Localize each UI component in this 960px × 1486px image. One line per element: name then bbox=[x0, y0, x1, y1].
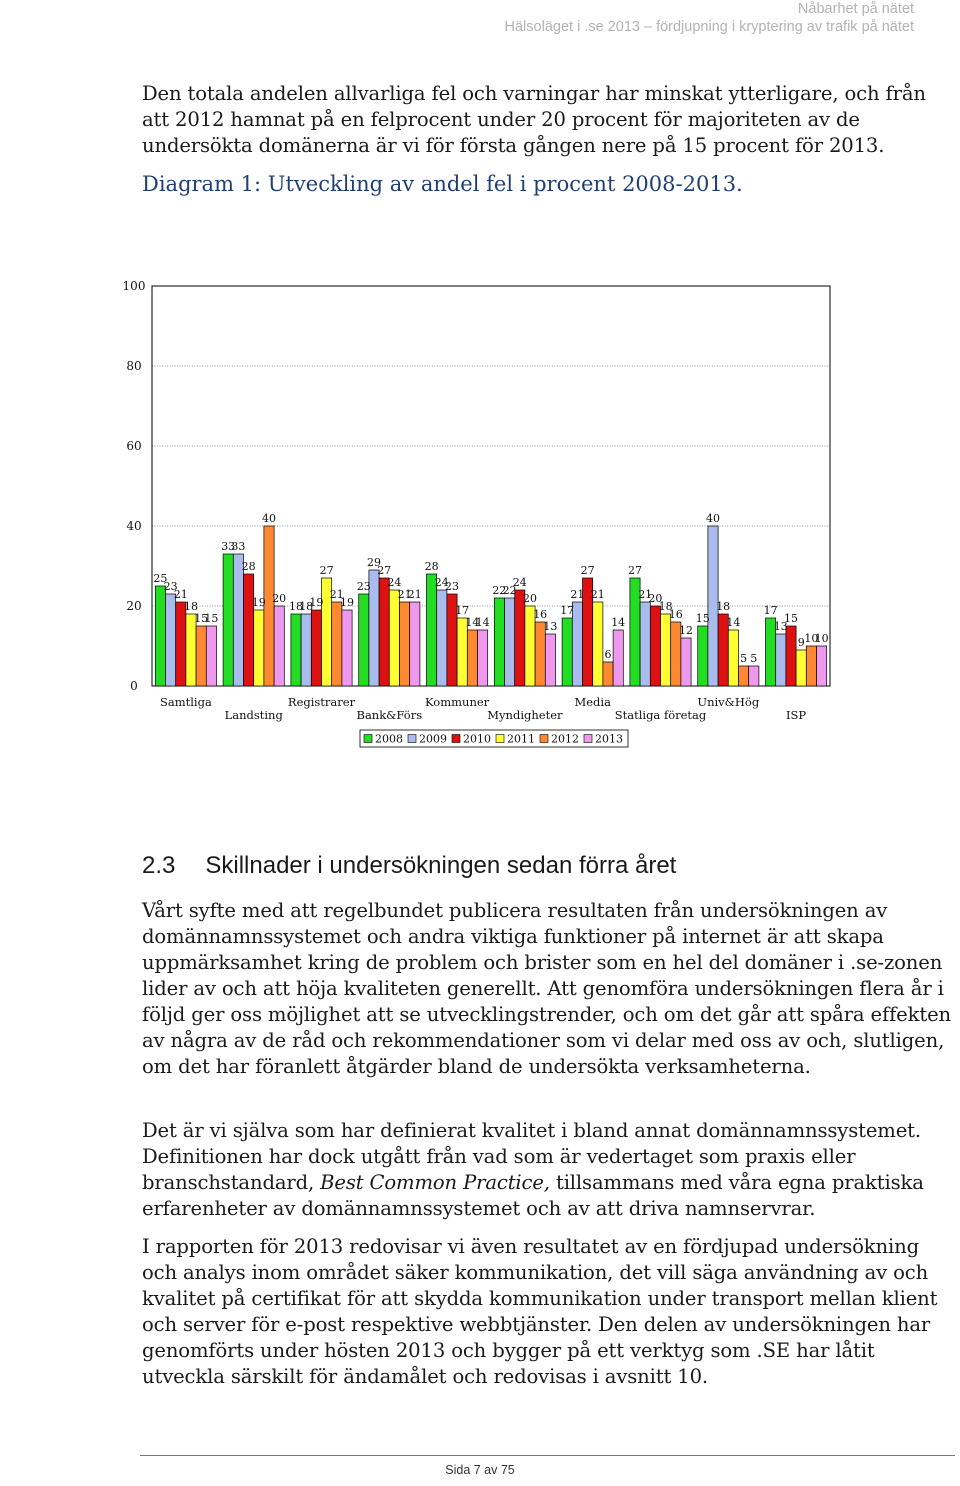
bar bbox=[359, 594, 369, 686]
bar-value-label: 9 bbox=[797, 636, 805, 649]
bar-value-label: 21 bbox=[638, 588, 653, 601]
legend-label: 2012 bbox=[551, 732, 579, 746]
legend-label: 2008 bbox=[375, 732, 403, 746]
bar bbox=[494, 598, 504, 686]
bar bbox=[223, 554, 233, 686]
x-category-label: Registrarer bbox=[287, 695, 356, 709]
bar bbox=[681, 638, 691, 686]
bar bbox=[467, 630, 477, 686]
x-category-label: Media bbox=[574, 695, 611, 709]
bar-value-label: 27 bbox=[580, 564, 595, 577]
bar-value-label: 21 bbox=[590, 588, 605, 601]
footer-divider bbox=[140, 1455, 955, 1456]
bar-value-label: 14 bbox=[726, 616, 741, 629]
bar-value-label: 18 bbox=[289, 600, 303, 613]
bar bbox=[155, 586, 165, 686]
bar-value-label: 13 bbox=[543, 620, 558, 633]
section-heading bbox=[142, 851, 676, 881]
bar-value-label: 27 bbox=[319, 564, 334, 577]
x-category-label: Samtliga bbox=[159, 695, 212, 709]
bar bbox=[640, 602, 650, 686]
bar-value-label: 5 bbox=[750, 652, 758, 665]
bar-value-label: 5 bbox=[740, 652, 748, 665]
bar-value-label: 23 bbox=[356, 580, 371, 593]
bar-value-label: 15 bbox=[695, 612, 710, 625]
bar-value-label: 24 bbox=[387, 576, 402, 589]
bar-value-label: 17 bbox=[560, 604, 575, 617]
bar bbox=[650, 606, 660, 686]
bar-value-label: 10 bbox=[814, 632, 829, 645]
legend-swatch bbox=[584, 735, 592, 743]
x-axis-category-labels bbox=[160, 695, 806, 722]
section-number: 2.3 bbox=[142, 852, 176, 879]
body-paragraph-3: I rapporten för 2013 redovisar vi även resultatet av en fördjupad undersökning och analys inom området säker kommunikation, det vill säga användning av och kvalitet på certifikat för att skydda kommunikation under transport mellan klient och server för e-post respektive webbtjänster. Den delen av undersökningen har genomförts under hösten 2013 och bygger på ett verktyg som .SE har låtit utveckla särskilt för ändamålet och redovisas i avsnitt 10. bbox=[142, 1235, 938, 1388]
legend-swatch bbox=[408, 735, 416, 743]
legend-label: 2011 bbox=[507, 732, 535, 746]
page-number: Sida 7 av 75 bbox=[445, 1463, 515, 1477]
bar-value-label: 28 bbox=[241, 560, 256, 573]
y-tick-label: 20 bbox=[126, 599, 142, 613]
legend-swatch bbox=[496, 735, 504, 743]
bar-value-label: 24 bbox=[434, 576, 449, 589]
legend-label: 2009 bbox=[419, 732, 447, 746]
bar-value-label: 19 bbox=[251, 596, 266, 609]
bar bbox=[776, 634, 786, 686]
legend-swatch bbox=[364, 735, 372, 743]
paragraph-2-emphasis: Best Common Practice, bbox=[320, 1171, 550, 1194]
bar bbox=[206, 626, 216, 686]
bar bbox=[796, 650, 806, 686]
legend-label: 2010 bbox=[463, 732, 491, 746]
bar-value-label: 19 bbox=[309, 596, 324, 609]
body-paragraph-1: Vårt syfte med att regelbundet publicera resultaten från undersökningen av domännamnssystemet och andra viktiga funktioner på internet är att skapa uppmärksamhet kring de problem och brister som en hel del domäner i .se-zonen lider av och att höja kvaliteten generellt. Att genomföra undersökningen flera år i följd ger oss möjlighet att se utvecklingstrender, och om det går att spåra effekten av några av de råd och rekommendationer som vi delar med oss av och, slutligen, om det har föranlett åtgärder bland de undersökta verksamheterna. bbox=[142, 899, 951, 1078]
bar bbox=[389, 590, 399, 686]
y-axis-ticks bbox=[123, 279, 146, 693]
bar-value-label: 23 bbox=[163, 580, 178, 593]
bar-value-label: 40 bbox=[262, 512, 276, 525]
bar bbox=[505, 598, 515, 686]
bar-value-label: 14 bbox=[475, 616, 490, 629]
bar-value-label: 16 bbox=[533, 608, 548, 621]
x-category-label: Landsting bbox=[224, 708, 283, 722]
header-document-series: Nåbarhet på nätet bbox=[797, 1, 914, 17]
bar-value-label: 15 bbox=[194, 612, 209, 625]
bar-value-label: 20 bbox=[648, 592, 663, 605]
bar bbox=[806, 646, 816, 686]
bar-value-label: 18 bbox=[184, 600, 198, 613]
bar-value-label: 21 bbox=[570, 588, 585, 601]
bar-value-label: 29 bbox=[367, 556, 381, 569]
bar-value-label: 33 bbox=[231, 540, 246, 553]
bar-value-label: 21 bbox=[397, 588, 412, 601]
y-tick-label: 60 bbox=[126, 439, 142, 453]
bar bbox=[244, 574, 254, 686]
bar bbox=[603, 662, 613, 686]
bar bbox=[410, 602, 420, 686]
bar bbox=[613, 630, 623, 686]
y-tick-label: 40 bbox=[126, 519, 142, 533]
bar bbox=[379, 578, 389, 686]
bar bbox=[437, 590, 447, 686]
bar bbox=[728, 630, 738, 686]
bar bbox=[196, 626, 206, 686]
bar-value-label: 21 bbox=[329, 588, 344, 601]
bar bbox=[301, 614, 311, 686]
bar-value-label: 18 bbox=[716, 600, 731, 613]
header-report-title: Hälsoläget i .se 2013 – fördjupning i kryptering av trafik på nätet bbox=[504, 19, 914, 35]
bar bbox=[274, 606, 284, 686]
x-category-label: Statliga företag bbox=[614, 708, 707, 722]
y-tick-label: 0 bbox=[130, 679, 138, 693]
bar-value-label: 6 bbox=[604, 648, 612, 661]
bar bbox=[342, 610, 352, 686]
bar-value-label: 18 bbox=[658, 600, 673, 613]
bar-value-label: 17 bbox=[763, 604, 778, 617]
bar-value-label: 33 bbox=[221, 540, 236, 553]
bar-value-label: 10 bbox=[804, 632, 819, 645]
bar-value-label: 18 bbox=[299, 600, 314, 613]
bar-value-label: 27 bbox=[628, 564, 642, 577]
bar-value-label: 22 bbox=[502, 584, 517, 597]
bar-value-label: 12 bbox=[679, 624, 693, 637]
bar bbox=[166, 594, 176, 686]
bar-value-label: 15 bbox=[204, 612, 219, 625]
bar-value-label: 20 bbox=[272, 592, 287, 605]
bar bbox=[291, 614, 301, 686]
x-category-label: Bank&Förs bbox=[356, 708, 423, 722]
bar-value-label: 20 bbox=[523, 592, 537, 605]
bar-value-label: 15 bbox=[784, 612, 798, 625]
bar-value-label: 14 bbox=[465, 616, 480, 629]
bar bbox=[739, 666, 749, 686]
bar bbox=[400, 602, 410, 686]
legend-swatch bbox=[540, 735, 548, 743]
bar bbox=[332, 602, 342, 686]
body-paragraph-2 bbox=[142, 1118, 954, 1222]
section-title: Skillnader i undersökningen sedan förra året bbox=[205, 852, 677, 879]
bar-value-label: 13 bbox=[773, 620, 788, 633]
bar-value-label: 16 bbox=[668, 608, 683, 621]
bar-value-label: 21 bbox=[407, 588, 422, 601]
bar-value-label: 14 bbox=[611, 616, 626, 629]
bar bbox=[478, 630, 488, 686]
intro-paragraph: Den totala andelen allvarliga fel och varningar har minskat ytterligare, och från att 2012 hamnat på en felprocent under 20 procent för majoriteten av de undersökta domänerna är vi för första gången nere på 15 procent för 2013. bbox=[142, 82, 926, 157]
bar bbox=[254, 610, 264, 686]
paragraph-2-text-start: Det är vi själva som har definierat kvalitet i bland annat domännamnssystemet. Definitionen har dock utgått från vad som är vedertaget som praxis eller branschstandard, bbox=[142, 1119, 921, 1194]
bar-value-label: 28 bbox=[424, 560, 439, 573]
bar-value-label: 27 bbox=[377, 564, 392, 577]
bar-value-label: 17 bbox=[455, 604, 470, 617]
legend-swatch bbox=[452, 735, 460, 743]
bar bbox=[427, 574, 437, 686]
bar-value-label: 24 bbox=[512, 576, 527, 589]
bar bbox=[311, 610, 321, 686]
x-category-label: Kommuner bbox=[425, 695, 490, 709]
bar bbox=[176, 602, 186, 686]
bar bbox=[786, 626, 796, 686]
bar-value-label: 25 bbox=[153, 572, 168, 585]
bar-value-label: 22 bbox=[492, 584, 507, 597]
bar bbox=[233, 554, 243, 686]
bar-value-label: 21 bbox=[173, 588, 188, 601]
bar bbox=[661, 614, 671, 686]
y-tick-label: 100 bbox=[122, 279, 146, 293]
diagram-caption: Diagram 1: Utveckling av andel fel i procent 2008-2013. bbox=[142, 172, 743, 196]
bar bbox=[749, 666, 759, 686]
x-category-label: Univ&Hög bbox=[697, 695, 760, 709]
paragraph-2-text-end: tillsammans med våra egna praktiska erfarenheter av domännamnssystemet och av att driva namnservrar. bbox=[142, 1171, 924, 1220]
bar-value-label: 19 bbox=[340, 596, 354, 609]
x-category-label: Myndigheter bbox=[487, 708, 563, 722]
legend-label: 2013 bbox=[595, 732, 623, 746]
y-tick-label: 80 bbox=[126, 359, 142, 373]
x-category-label: ISP bbox=[786, 708, 807, 722]
bar bbox=[698, 626, 708, 686]
bar bbox=[593, 602, 603, 686]
bar-value-label: 23 bbox=[445, 580, 459, 593]
chart-legend bbox=[360, 730, 628, 747]
bar bbox=[562, 618, 572, 686]
bar bbox=[545, 634, 555, 686]
bar-value-label: 40 bbox=[706, 512, 720, 525]
bar bbox=[817, 646, 827, 686]
